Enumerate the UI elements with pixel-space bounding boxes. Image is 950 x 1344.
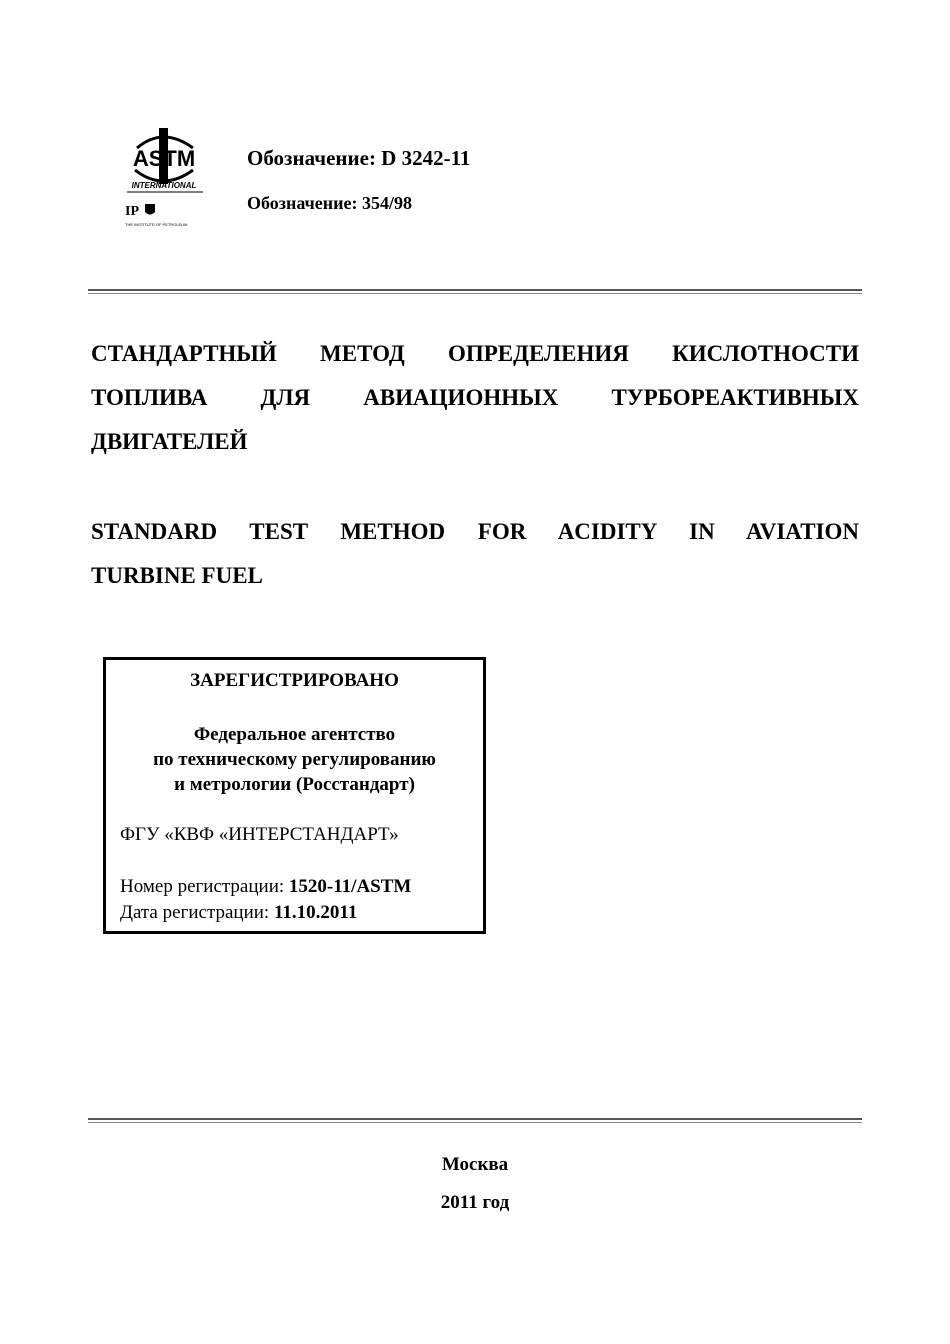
designation-astm: Обозначение: D 3242-11: [247, 146, 471, 170]
registration-date-label: Дата регистрации:: [120, 902, 270, 923]
title-russian: [91, 332, 859, 464]
agency-line-3: и метрологии (Росстандарт): [174, 774, 415, 795]
title-ru-line-3: ДВИГАТЕЛЕЙ: [91, 429, 248, 454]
registration-agency: [106, 722, 483, 797]
astm-logo-icon: [123, 122, 207, 232]
astm-logo-subtitle: INTERNATIONAL: [131, 181, 197, 190]
designation-ip: Обозначение: 354/98: [247, 193, 413, 213]
ip-logo-text: IP: [125, 204, 139, 219]
title-ru-line-1: СТАНДАРТНЫЙ МЕТОД ОПРЕДЕЛЕНИЯ КИСЛОТНОСТИ: [91, 341, 859, 366]
registration-number-label: Номер регистрации:: [120, 876, 285, 897]
registration-heading: ЗАРЕГИСТРИРОВАНО: [190, 670, 399, 691]
astm-ip-logo: [123, 122, 207, 232]
registration-stamp: [103, 657, 486, 934]
registration-date-value: 11.10.2011: [273, 902, 358, 923]
footer-city: Москва: [441, 1154, 509, 1175]
title-en-line-1: STANDARD TEST METHOD FOR ACIDITY IN AVIATION: [91, 519, 859, 544]
title-ru-line-2: ТОПЛИВА ДЛЯ АВИАЦИОННЫХ ТУРБОРЕАКТИВНЫХ: [91, 385, 859, 410]
footer-year: 2011 год: [440, 1192, 510, 1213]
registration-fgu: ФГУ «КВФ «ИНТЕРСТАНДАРТ»: [120, 824, 399, 845]
title-english: [91, 510, 859, 598]
agency-line-1: Федеральное агентство: [193, 724, 396, 745]
ip-logo-caption: THE INSTITUTE OF PETROLEUM: [125, 222, 188, 227]
bottom-divider: [88, 1118, 862, 1123]
registration-number: [120, 876, 411, 898]
top-divider: [88, 289, 862, 294]
registration-date: [120, 902, 357, 924]
title-en-line-2: TURBINE FUEL: [91, 563, 263, 588]
agency-line-2: по техническому регулированию: [153, 749, 436, 770]
astm-logo-text: ASTM: [132, 146, 196, 171]
registration-number-value: 1520-11/ASTM: [288, 876, 412, 897]
